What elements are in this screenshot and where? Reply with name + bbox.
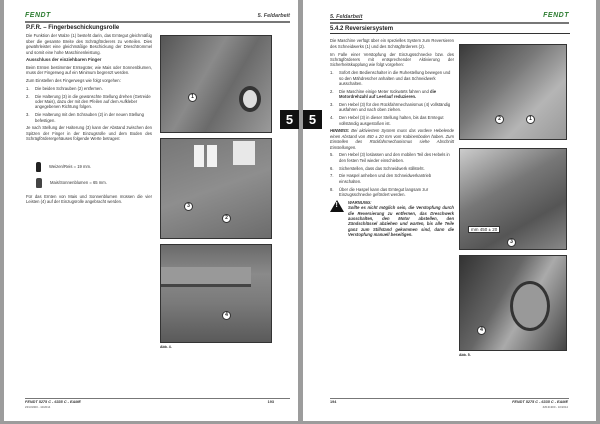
callout: 4 — [477, 326, 486, 335]
figure-slats — [160, 244, 272, 343]
measurement-label: mm 450 ± 20 — [468, 226, 500, 233]
step: 3. Die Halterung mit den Schrauben (2) in der neuen Stellung befestigen. — [26, 112, 144, 123]
warning-icon: ! — [330, 200, 344, 212]
section-header: 5. Feldarbeit — [257, 13, 290, 19]
left-text-column — [26, 26, 152, 207]
header-rule — [25, 21, 290, 23]
step: 2. Die Maschine einige Meter rückwärts fahren und die Motordrehzahl auf Leerlauf reduzieren. — [330, 88, 437, 100]
footer-rule — [25, 398, 290, 399]
corn-icon — [36, 178, 42, 188]
figure-caption: Abb. 5. — [459, 353, 471, 357]
header-rule — [330, 22, 569, 24]
fendt-logo: FENDT — [25, 12, 51, 19]
footer-code: ZZ131900 - 10/2014 — [25, 405, 51, 409]
step: 5. Den Hebel (3) loslassen und den mobilen Teil des Hebels in den festen Teil wieder einschieben. — [330, 152, 450, 163]
callout: 4 — [222, 311, 231, 320]
callout: 1 — [526, 115, 535, 124]
step: 3. Den Hebel (3) für den Rückfahrmechanismus (4) vollständig ausfahren und nach oben ziehen. — [330, 102, 451, 113]
paragraph: Zum Einstellen des Fingerwegs wie folgt vorgehen: — [26, 78, 121, 84]
figure-lever — [459, 148, 567, 250]
paragraph: Beim Ernten bestimmter Erntegüter, wie Mais oder Sonnenblumen, muss der Fingerweg auf ein Minimum begrenzt werden. — [26, 64, 152, 76]
figure-mechanism — [459, 255, 567, 351]
fendt-logo: FENDT — [543, 12, 569, 19]
section-header: 5. Feldarbeit — [330, 14, 363, 20]
step: 7. Die Haspel anheben und den Schneidwerkantrieb einschalten. — [330, 173, 432, 184]
wheat-icon — [36, 162, 41, 172]
step: 4. Den Hebel (3) in dieser Stellung halten, bis das Erntegut vollständig ausgestoßen ist. — [330, 115, 444, 126]
figure-bracket — [160, 138, 272, 239]
warning-box — [330, 200, 454, 238]
note: HINWEIS: Bei aktiviertem System muss das vordere Hebelende einen Abstand von 450 ± 20 mm vom Kabinenboden haben. Zum Einstellen des Rückfahrmechanismus siehe Abschnitt Einstellungen. — [330, 128, 454, 150]
paragraph: Für das Ernten von Mais und Sonnenblumen müssen die vier Leisten (4) auf der Einzugsrolle angebracht werden. — [26, 194, 152, 205]
footer-code: ZZ131900 - 10/2014 — [542, 405, 568, 409]
footer-rule — [330, 398, 569, 399]
footer-title: FENDT 5275 C - 6335 C - EAME — [512, 400, 568, 404]
page-number: 193 — [267, 400, 274, 404]
callout: 2 — [222, 214, 231, 223]
chapter-tab: 5 — [303, 110, 322, 129]
paragraph: Je nach Stellung der Halterung (3) kann der Abstand zwischen den Spitzen der Finger in der Einzugsrolle und dem Boden des Schrägförderergehäuses folgende Werte betragen: — [26, 125, 152, 142]
paragraph: Im Falle einer Verstopfung der Einzugsschnecke bzw. des Schrägförderers mit entsprechender Aktivierung der Sicherheitskupplung wie folgt vorgehen: — [330, 51, 454, 68]
step: 8. Über die Haspel kann das Erntegut langsam zur Einzugsschnecke gefördert werden. — [330, 186, 429, 198]
figure-caption: Abb. 4. — [160, 345, 172, 349]
right-page — [303, 0, 596, 421]
callout: 2 — [495, 115, 504, 124]
step: 6. Sicherstellen, dass das Schneidwerk stillsteht. — [330, 165, 425, 171]
paragraph: Die Maschine verfügt über ein spezielles System zum Reversieren des Schneidwerks (1) und des Schrägförderers (2). — [330, 38, 454, 49]
figure-header — [459, 44, 567, 140]
callout: 3 — [184, 202, 193, 211]
page-title: 5.4.2 Reversiersystem — [330, 27, 570, 34]
page-title: P.F.R. – Fingerbeschickungsrolle — [26, 25, 120, 31]
figure-roller — [160, 35, 272, 133]
step: 1. Die beiden Schrauben (2) entfernen. — [26, 85, 103, 91]
step: 1. Sofort den Bedienschalter in die Ruhestellung bewegen und so den Mähdrescher anhalten und das Schneidwerk ausschalten. — [330, 70, 451, 87]
footer-title: FENDT 5275 C - 6335 C - EAME — [25, 400, 81, 404]
step: 2. Die Halterung (3) in die gewünschte Stellung drehen (Getreide oder Mais), dazu der mit den Pfeilen auf dem Aufkleber angegebenen Richtung folgen. — [26, 93, 151, 110]
warning-text: Sollte es nicht möglich sein, die Verstopfung durch die Reversierung zu entfernen, das Dreschwerk ausschalten, den Motor abstellen, den Zündschlüssel abziehen und warten, bis alle Teile ganz zum Stillstand gekommen sind, dann die Verstopfung manuell beseitigen. — [348, 205, 454, 238]
callout: 3 — [507, 238, 516, 247]
value-corn: Mais/Sonnenblumen = 65 mm. — [50, 180, 107, 186]
value-wheat: Weizen/Reis = 19 mm. — [49, 164, 92, 170]
callout: 1 — [188, 93, 197, 102]
right-text-column — [330, 27, 454, 238]
page-number: 194 — [330, 400, 337, 404]
chapter-tab: 5 — [280, 110, 299, 129]
intro: Die Funktion der Walze (1) besteht darin, das Erntegut gleichmäßig über die gesamte Breite des Schrägförderers zu verteilen. Dies gewährleistet eine gleichmäßige Beschickung der Dreschtrommel und somit eine hohe Maschinenleistung. — [26, 33, 152, 55]
left-page — [4, 0, 298, 421]
warning-label: WARNUNG: — [348, 199, 372, 205]
subheading: Ausschluss der einziehbaren Finger — [26, 57, 102, 63]
